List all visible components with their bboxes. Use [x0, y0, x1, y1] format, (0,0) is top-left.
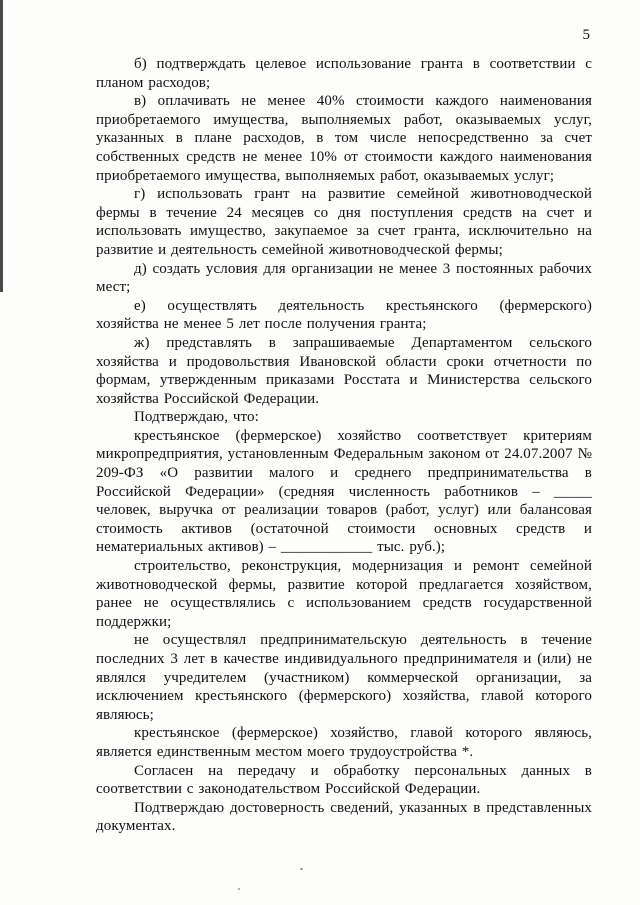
paragraph-microenterprise: крестьянское (фермерское) хозяйство соответствует критериям микропредприятия, установленным Федеральным законом от 24.07.2007 № 209-ФЗ «О развитии малого и среднего предпринимательства в Российской Федерации» (средняя численность работников – _____ человек, выручка от реализации товаров (работ, услуг) или балансовая стоимость активов (остаточной стоимости основных средств и нематериальных активов) – ____________ тыс. руб.); [96, 427, 592, 556]
paragraph-no-business: не осуществлял предпринимательскую деятельность в течение последних 3 лет в качестве индивидуального предпринимателя и (или) не являлся учредителем (участником) коммерческой организации, за исключением крестьянского (фермерского) хозяйства, главой которого являюсь; [96, 632, 592, 723]
scan-edge-artifact [0, 0, 3, 292]
paragraph-b: б) подтверждать целевое использование гранта в соответствии с планом расходов; [96, 56, 592, 91]
scan-speck [238, 888, 240, 890]
paragraph-employment: крестьянское (фермерское) хозяйство, главой которого являюсь, является единственным местом моего трудоустройства *. [96, 725, 592, 760]
paragraph-zh: ж) представлять в запрашиваемые Департаментом сельского хозяйства и продовольствия Ивановской области сроки отчетности по формам, утвержденным приказами Росстата и Министерства сельского хозяйства Российской Федерации. [96, 334, 592, 407]
paragraph-construction: строительство, реконструкция, модернизация и ремонт семейной животноводческой фермы, развитие которой предлагается хозяйством, ранее не осуществлялись с использованием средств государственной поддержки; [96, 558, 592, 630]
paragraph-e: е) осуществлять деятельность крестьянского (фермерского) хозяйства не менее 5 лет после получения гранта; [96, 297, 592, 333]
document-body [96, 55, 592, 836]
paragraph-accuracy: Подтверждаю достоверность сведений, указанных в представленных документах. [96, 799, 592, 835]
paragraph-d: д) создать условия для организации не менее 3 постоянных рабочих мест; [96, 260, 592, 296]
paragraph-personal-data: Согласен на передачу и обработку персональных данных в соответствии с законодательством Российской Федерации. [96, 762, 592, 798]
paragraph-confirm-intro: Подтверждаю, что: [134, 409, 259, 426]
scan-speck [300, 868, 303, 870]
page-number: 5 [582, 27, 590, 43]
paragraph-v: в) оплачивать не менее 40% стоимости каждого наименования приобретаемого имущества, выполняемых работ, оказываемых услуг, указанных в плане расходов, в том числе непосредственно за счет собственных средств не менее 10% от стоимости каждого наименования приобретаемого имущества, выполняемых работ, оказываемых услуг; [96, 93, 592, 184]
paragraph-g: г) использовать грант на развитие семейной животноводческой фермы в течение 24 месяцев со дня поступления средств на счет и использовать имущество, закупаемое за счет гранта, исключительно на развитие и деятельность семейной животноводческой фермы; [96, 186, 592, 258]
